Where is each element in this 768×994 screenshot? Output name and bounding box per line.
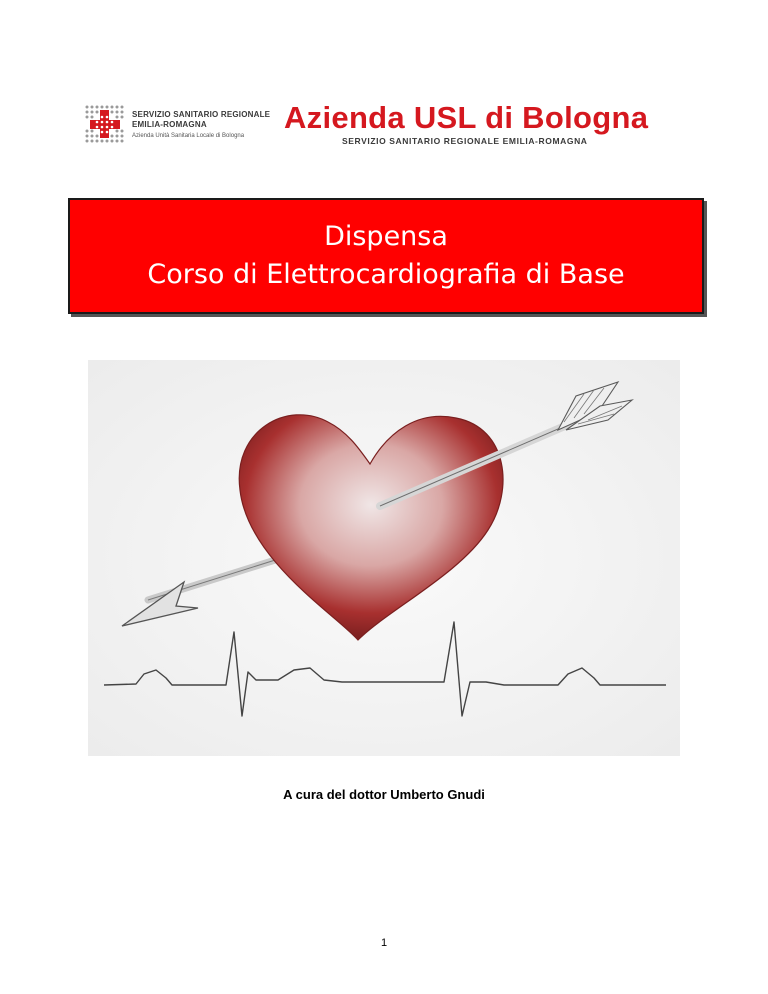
document-title-box bbox=[68, 198, 704, 314]
organization-title: Azienda USL di Bologna bbox=[284, 100, 649, 135]
document-title-line-2: Corso di Elettrocardiografia di Base bbox=[147, 259, 625, 290]
organization-subtitle: SERVIZIO SANITARIO REGIONALE EMILIA-ROMAGNA bbox=[342, 136, 588, 146]
document-title-line-1: Dispensa bbox=[324, 221, 448, 252]
ssr-line-2: EMILIA-ROMAGNA bbox=[132, 120, 207, 129]
ssr-line-3: Azienda Unità Sanitaria Locale di Bologna bbox=[132, 133, 245, 139]
ssr-text-block bbox=[132, 110, 270, 141]
author-credit: A cura del dottor Umberto Gnudi bbox=[283, 787, 485, 802]
header-logo bbox=[84, 100, 684, 148]
page-number: 1 bbox=[380, 937, 388, 949]
dot-grid-cross-logo-icon bbox=[84, 104, 126, 144]
ssr-line-1: SERVIZIO SANITARIO REGIONALE bbox=[132, 110, 271, 119]
heart-with-arrow-and-ecg-icon bbox=[88, 360, 680, 756]
